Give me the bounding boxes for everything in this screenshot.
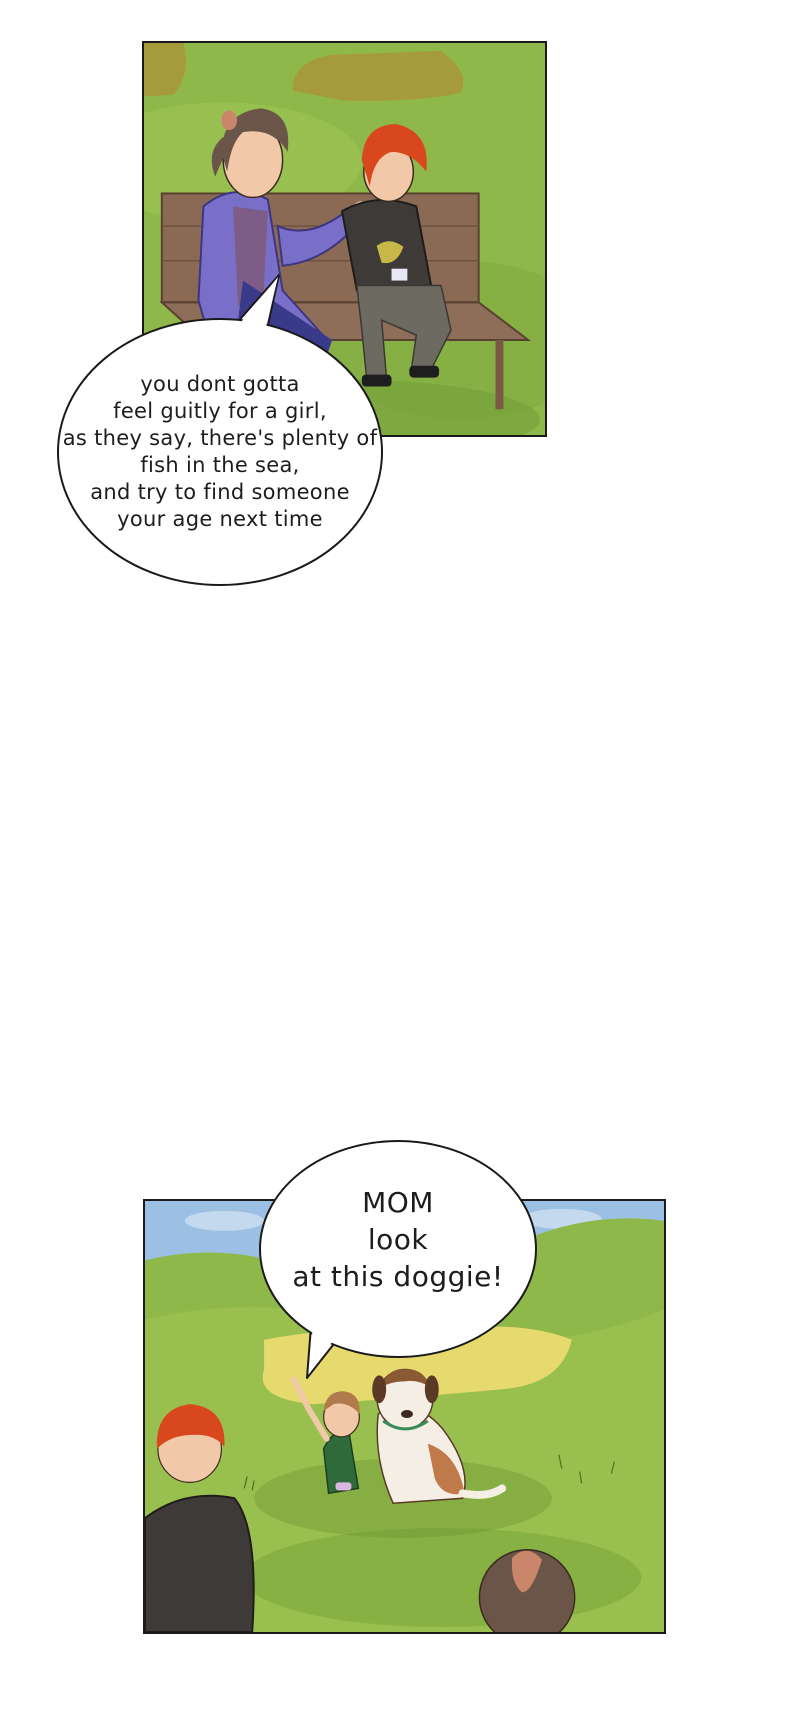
speech-line: at this doggie! — [292, 1259, 504, 1293]
speech-line: as they say, there's plenty of — [62, 426, 378, 450]
speech-line: and try to find someone — [90, 480, 350, 504]
speech-line: MOM — [362, 1185, 434, 1219]
speech-line: your age next time — [117, 507, 323, 531]
speech-line: you dont gotta — [140, 372, 300, 396]
bush-top — [293, 51, 464, 101]
speech-line: feel guitly for a girl, — [113, 399, 327, 423]
speech-line: fish in the sea, — [140, 453, 300, 477]
speech-bubble-child — [259, 1140, 537, 1358]
speech-bubble-mother — [57, 317, 383, 587]
speech-line: look — [367, 1222, 429, 1256]
